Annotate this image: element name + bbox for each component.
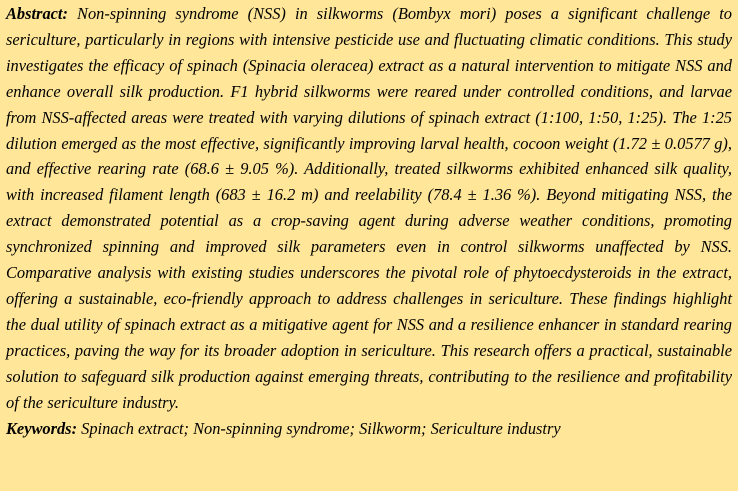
keywords-label: Keywords:: [6, 418, 78, 438]
abstract-paragraph: [6, 1, 732, 416]
abstract-text: Non-spinning syndrome (NSS) in silkworms (Bombyx mori) poses a significant challenge to sericulture, particularly in regions with intensive pesticide use and fluctuating climatic conditions. This study investigates the efficacy of spinach (Spinacia oleracea) extract as a natural intervention to mitigate NSS and enhance overall silk production. F1 hybrid silkworms were reared under controlled conditions, and larvae from NSS-affected areas were treated with varying dilutions of spinach extract (1:100, 1:50, 1:25). The 1:25 dilution emerged as the most effective, significantly improving larval health, cocoon weight (1.72 ± 0.0577 g), and effective rearing rate (68.6 ± 9.05 %). Additionally, treated silkworms exhibited enhanced silk quality, with increased filament length (683 ± 16.2 m) and reelability (78.4 ± 1.36 %). Beyond mitigating NSS, the extract demonstrated potential as a crop-saving agent during adverse weather conditions, promoting synchronized spinning and improved silk parameters even in control silkworms unaffected by NSS. Comparative analysis with existing studies underscores the pivotal role of phytoecdysteroids in the extract, offering a sustainable, eco-friendly approach to address challenges in sericulture. These findings highlight the dual utility of spinach extract as a mitigative agent for NSS and a resilience enhancer in standard rearing practices, paving the way for its broader adoption in sericulture. This research offers a practical, sustainable solution to safeguard silk production against emerging threats, contributing to the resilience and profitability of the sericulture industry.: [6, 4, 732, 412]
keywords-text: Spinach extract; Non-spinning syndrome; Silkworm; Sericulture industry: [77, 418, 561, 438]
abstract-label: Abstract:: [6, 4, 68, 23]
keywords-line: [6, 416, 732, 442]
